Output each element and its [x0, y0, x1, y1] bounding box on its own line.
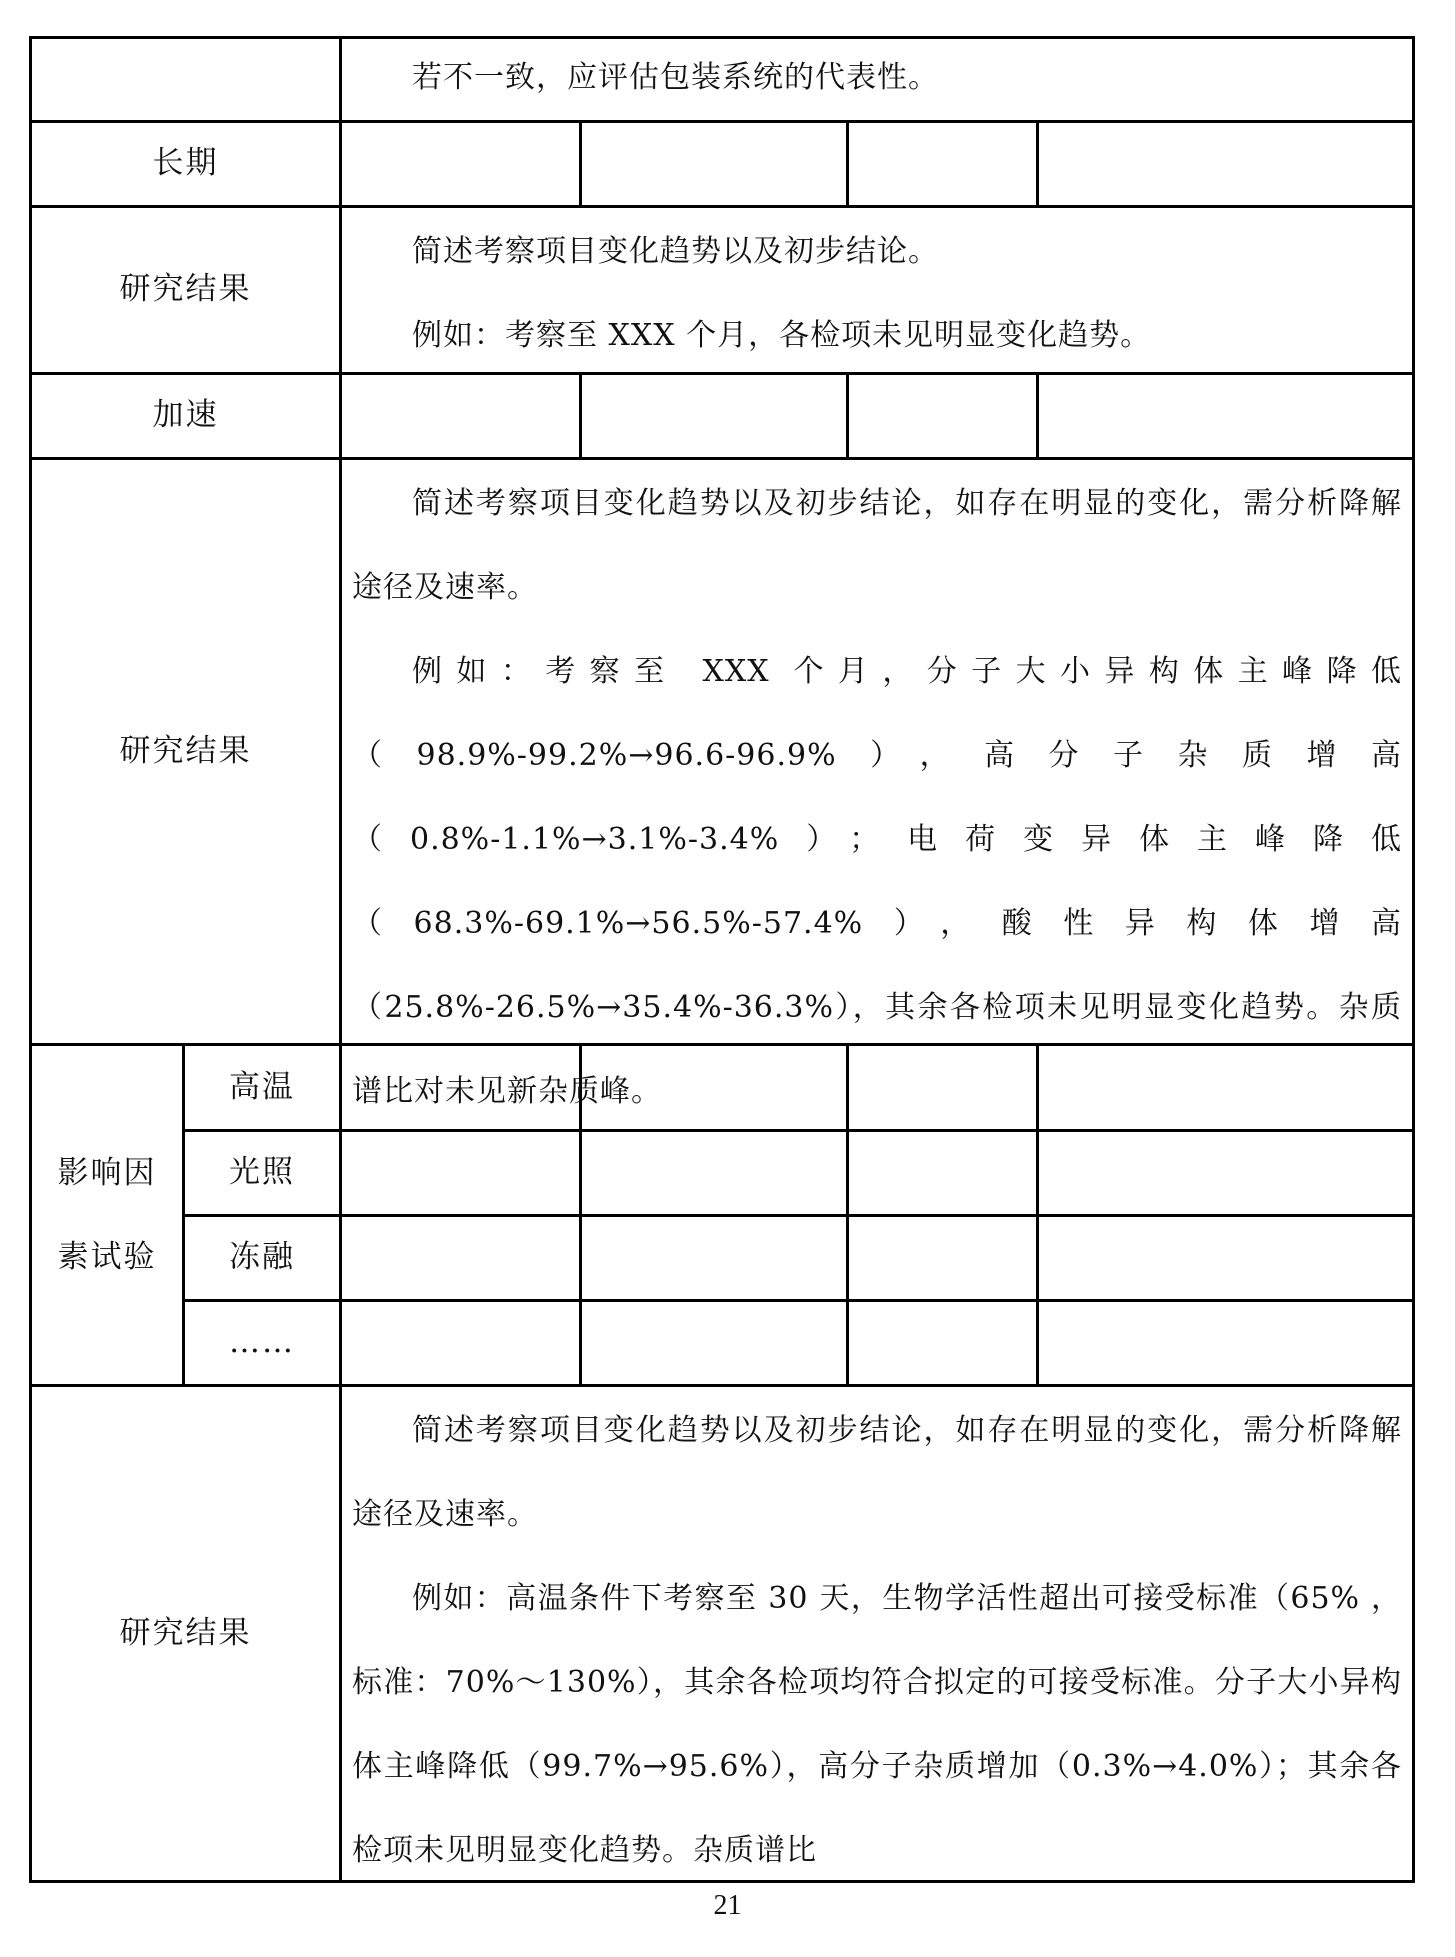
factor-more: …… — [229, 1324, 295, 1361]
influence-result-label: 研究结果 — [119, 1614, 252, 1651]
accelerated-result-label: 研究结果 — [119, 732, 252, 769]
accelerated-label: 加速 — [152, 397, 219, 434]
influence-factor-label-line2: 素试验 — [57, 1239, 157, 1275]
long-term-result-example: 例如：考察至 XXX 个月，各检项未见明显变化趋势。 — [412, 318, 1152, 353]
influence-factor-label-line1: 影响因 — [57, 1155, 157, 1191]
packaging-note-cell — [352, 36, 1402, 120]
long-term-result-summary: 简述考察项目变化趋势以及初步结论。 — [412, 234, 939, 269]
long-term-result-cell — [352, 210, 1402, 378]
long-term-result-label: 研究结果 — [119, 271, 252, 308]
accelerated-result-summary: 简述考察项目变化趋势以及初步结论，如存在明显的变化，需分析降解途径及速率。 — [352, 486, 1402, 605]
page-number: 21 — [713, 1890, 742, 1921]
packaging-note-text: 若不一致，应评估包装系统的代表性。 — [412, 60, 939, 95]
factor-freeze-thaw: 冻融 — [229, 1239, 295, 1276]
column-divider — [846, 120, 849, 208]
influence-factor-group-label — [32, 1046, 182, 1384]
column-divider — [1036, 372, 1039, 460]
row-divider — [182, 1214, 1415, 1217]
column-divider — [579, 372, 582, 460]
accelerated-result-cell — [352, 462, 1402, 1134]
accelerated-result-example: 例如：考察至 XXX 个月，分子大小异构体主峰降低（98.9%-99.2%→96.6-96.9%），高分子杂质增高（0.8%-1.1%→3.1%-3.4%）；电荷变异体主峰降低（68.3%-69.1%→56.5%-57.4%），酸性异构体增高（25.8%-26.5%→35.4%-36.3%），其余各检项未见明显变化趋势。杂质谱比对未见新杂质峰。 — [352, 654, 1402, 1109]
column-divider — [339, 36, 342, 1883]
influence-result-example: 例如：高温条件下考察至 30 天，生物学活性超出可接受标准（65% ，标准：70%～130%），其余各检项均符合拟定的可接受标准。分子大小异构体主峰降低（99.7%→95.6%），高分子杂质增加（0.3%→4.0%）；其余各检项未见明显变化趋势。杂质谱比 — [352, 1581, 1402, 1868]
long-term-label: 长期 — [152, 145, 219, 182]
influence-result-summary: 简述考察项目变化趋势以及初步结论，如存在明显的变化，需分析降解途径及速率。 — [352, 1413, 1402, 1532]
column-divider — [579, 120, 582, 208]
column-divider — [1036, 120, 1039, 208]
factor-high-temperature: 高温 — [229, 1068, 295, 1105]
table-border-right — [1412, 36, 1415, 1883]
column-divider — [846, 372, 849, 460]
row-divider — [182, 1299, 1415, 1302]
influence-result-cell — [352, 1389, 1402, 1893]
factor-light: 光照 — [229, 1154, 295, 1191]
